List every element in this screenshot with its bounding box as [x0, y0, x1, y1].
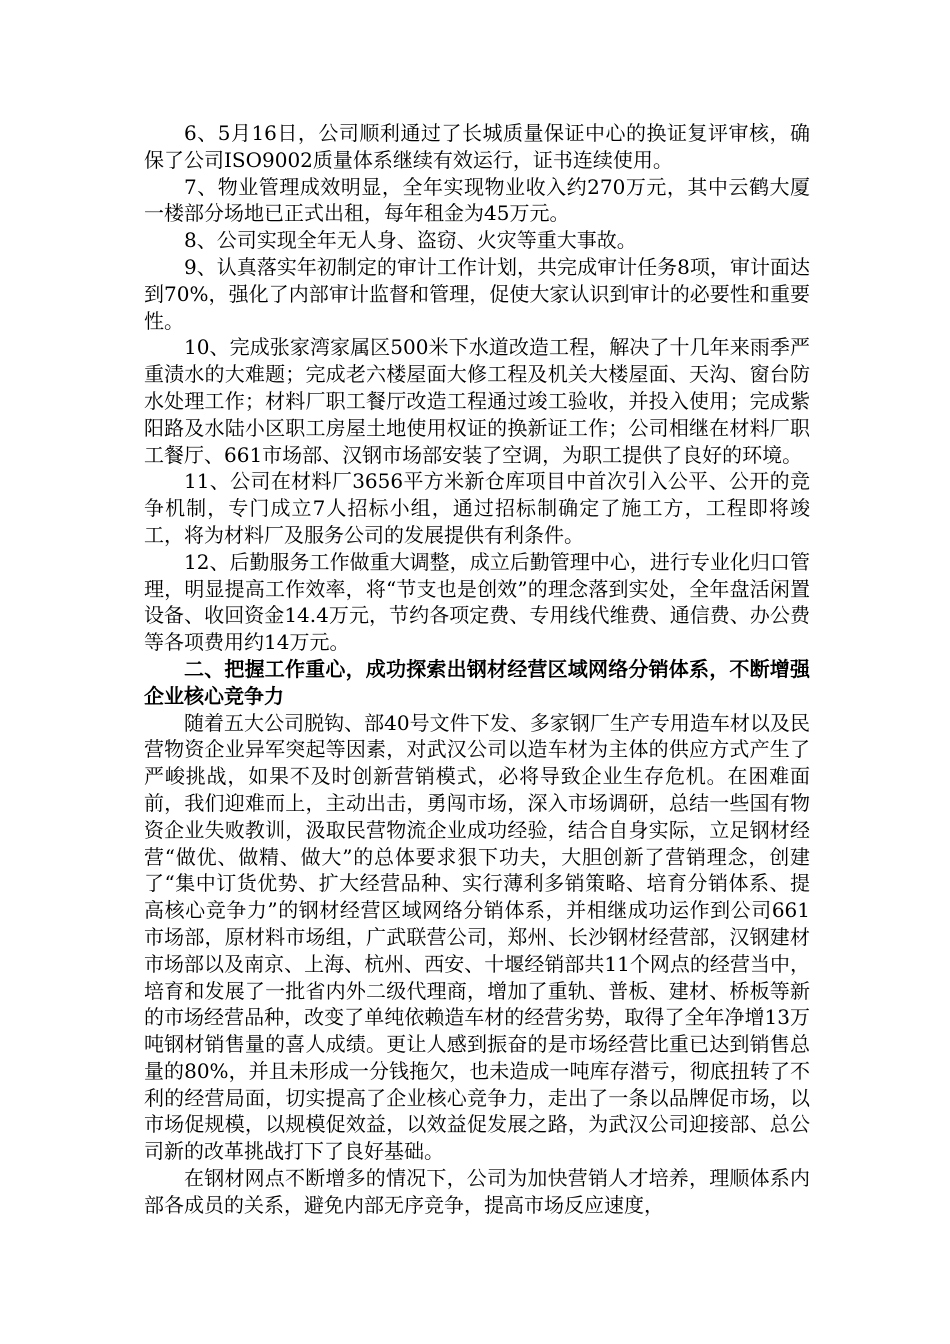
paragraph-item-11: 11、公司在材料厂3656平方米新仓库项目中首次引入公平、公开的竞争机制，专门成立7人招标小组，通过招标制确定了施工方，工程即将竣工，将为材料厂及服务公司的发展提供有利条件。 — [144, 469, 810, 547]
paragraph-item-6: 6、5月16日，公司顺利通过了长城质量保证中心的换证复评审核，确保了公司ISO9002质量体系继续有效运行，证书连续使用。 — [144, 121, 810, 172]
paragraph-item-12: 12、后勤服务工作做重大调整，成立后勤管理中心，进行专业化归口管理，明显提高工作效率，将“节支也是创效”的理念落到实处，全年盘活闲置设备、收回资金14.4万元，节约各项定费、专用线代维费、通信费、办公费等各项费用约14万元。 — [144, 549, 810, 655]
paragraph-item-9: 9、认真落实年初制定的审计工作计划，共完成审计任务8项，审计面达到70%，强化了内部审计监督和管理，促使大家认识到审计的必要性和重要性。 — [144, 254, 810, 333]
paragraph-item-8: 8、公司实现全年无人身、盗窃、火灾等重大事故。 — [184, 228, 637, 253]
document-page — [144, 120, 810, 1219]
section-heading-2: 二、把握工作重心，成功探索出钢材经营区域网络分销体系，不断增强企业核心竞争力 — [144, 656, 810, 708]
paragraph-sales-talent: 在钢材网点不断增多的情况下，公司为加快营销人才培养，理顺体系内部各成员的关系，避免内部无序竞争，提高市场反应速度， — [144, 1166, 810, 1217]
paragraph-item-7: 7、物业管理成效明显，全年实现物业收入约270万元，其中云鹤大厦一楼部分场地已正式出租，每年租金为45万元。 — [144, 174, 810, 226]
paragraph-item-10: 10、完成张家湾家属区500米下水道改造工程，解决了十几年来雨季严重渍水的大难题；完成老六楼屋面大修工程及机关大楼屋面、天沟、窗台防水处理工作；材料厂职工餐厅改造工程通过竣工验收，并投入使用；完成紫阳路及水陆小区职工房屋土地使用权证的换新证工作；公司相继在材料厂职工餐厅、661市场部、汉钢市场部安装了空调，为职工提供了良好的环境。 — [144, 335, 810, 467]
paragraph-steel-distribution: 随着五大公司脱钩、部40号文件下发、多家钢厂生产专用造车材以及民营物资企业异军突起等因素，对武汉公司以造车材为主体的供应方式产生了严峻挑战，如果不及时创新营销模式，必将导致企业生存危机。在困难面前，我们迎难而上，主动出击，勇闯市场，深入市场调研，总结一些国有物资企业失败教训，汲取民营物流企业成功经验，结合自身实际，立足钢材经营“做优、做精、做大”的总体要求狠下功夫，大胆创新了营销理念，创建了“集中订货优势、扩大经营品种、实行薄利多销策略、培育分销体系、提高核心竞争力”的钢材经营区域网络分销体系，并相继成功运作到公司661市场部，原材料市场组，广武联营公司，郑州、长沙钢材经营部，汉钢建材市场部以及南京、上海、杭州、西安、十堰经销部共11个网点的经营当中，培育和发展了一批省内外二级代理商，增加了重轨、普板、建材、桥板等新的市场经营品种，改变了单纯依赖造车材的经营劣势，取得了全年净增13万吨钢材销售量的喜人成绩。更让人感到振奋的是市场经营比重已达到销售总量的80%，并且未形成一分钱拖欠，也未造成一吨库存潜亏，彻底扭转了不利的经营局面，切实提高了企业核心竞争力，走出了一条以品牌促市场，以市场促规模，以规模促效益，以效益促发展之路，为武汉公司迎接部、总公司新的改革挑战打下了良好基础。 — [144, 710, 810, 1164]
